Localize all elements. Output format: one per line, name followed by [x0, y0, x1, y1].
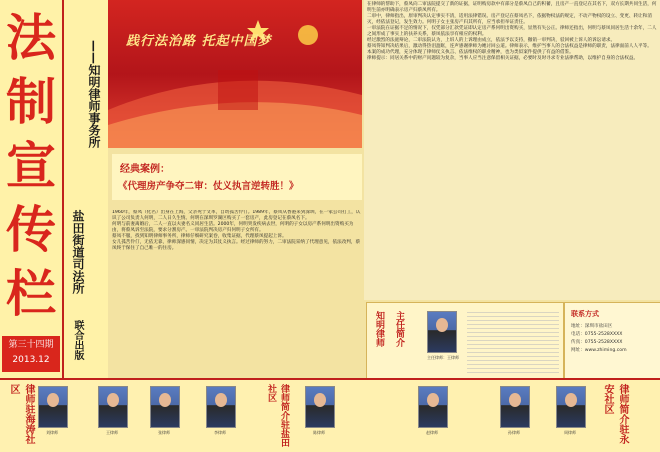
lawyer-caption: 张律师	[158, 430, 170, 435]
director-section-label: 主任简介	[394, 311, 404, 347]
lawyer-strip	[0, 378, 660, 452]
story-paragraph: 1960年，蔡凤（化名）出身在上海，父亲死于文革，自幼孤苦伶仃。1989年，蔡凤从香港来到深圳，在一家公司打工，认识了公司负责人何明，二人日久生情。何明在深圳罗湖区购买了一套房产，此房登记在蔡凤名下。	[112, 210, 361, 221]
title-char: 法	[6, 8, 56, 67]
banner	[108, 0, 362, 148]
issue-badge	[2, 336, 60, 372]
sponsor-office: 盐田街道司法所	[71, 210, 85, 294]
lawyer-photo	[500, 386, 530, 428]
story-paragraph: 蔡凤得知判决结果后，激动得热泪盈眶，连声感谢律师为她讨回公道。律师表示，维护当事人的合法权益是律师的职责，法律面前人人平等。	[367, 44, 652, 49]
firm-contact-lines	[571, 323, 627, 355]
lawyer-photo	[38, 386, 68, 428]
title-char: 制	[6, 72, 56, 131]
firm-contact-line: 地址：深圳市盐田区	[571, 324, 613, 329]
issue-number: 第三十四期	[8, 340, 54, 350]
lawyer-photo	[418, 386, 448, 428]
director-intro	[366, 302, 564, 380]
story-paragraph: 蔡凤不服，找到知明律师事务所，律师仔细研究案卷，收集证据，代理蔡凤提起上诉。	[112, 234, 287, 239]
case-heading	[112, 154, 362, 200]
lawyer-caption: 刘律师	[46, 430, 58, 435]
community-label: 律师简介驻永安社区	[602, 384, 628, 444]
lawyer-caption: 赵律师	[426, 430, 438, 435]
story-paragraph: 女儿孤苦伶仃，无依无靠，律师深感同情，决定为其仗义执言。经过律师的努力，二审法院采纳了代理意见，依法改判，蔡凤终于保住了自己唯一的住房。	[112, 240, 361, 251]
story-paragraph: 本案的成功代理，充分体现了律师仗义执言、依法维权的职业精神，也为类似案件提供了有益的借鉴。	[367, 50, 574, 55]
story-paragraph: 经过激烈的法庭辩论，二审法院认为，上诉人的上诉理由成立，依法予以支持，撤销一审判决，驳回被上诉人的诉讼请求。	[367, 38, 616, 43]
lawyer-photo	[98, 386, 128, 428]
lawyer-photo	[206, 386, 236, 428]
case-label: 经典案例：	[120, 164, 170, 175]
story-paragraph: 在律师的帮助下，蔡凤向二审法院提交了新的证据，证明购房款中有部分是蔡凤自己的积蓄，且房产一直登记在其名下，双方长期共同生活，何明生前亦明确表示房产归蔡凤所有。	[367, 2, 657, 13]
story-paragraph: 何明与前妻离婚后，二人一直以夫妻名义同居生活。2000年，何明突发疾病去世，何明的子女以房产系何明出资购买为由，将蔡凤诉至法院，要求分割房产。一审法院判决房产归何明子女所有。	[112, 222, 354, 233]
firm-contact-line: 电话：0755-2528XXXX	[571, 332, 623, 337]
director-firm-label: 知明律师	[374, 311, 384, 347]
lawyer-caption: 周律师	[564, 430, 576, 435]
banner-slogan: 践行法治路 托起中国梦	[126, 34, 272, 49]
community-label: 律师简介驻盐田社区	[266, 384, 289, 447]
director-bio-text	[467, 309, 559, 373]
story-paragraph: 律师提示：同居关系中的财产问题较为复杂，当事人应当注意保留相关证据，必要时及时寻求专业法律帮助，以维护自身的合法权益。	[367, 56, 639, 61]
title-char: 宣	[6, 136, 56, 195]
banner-graphic	[108, 0, 362, 148]
issue-date: 2013.12	[12, 355, 50, 365]
sponsor-firm: ——知明律师事务所	[87, 40, 101, 148]
story-left-column	[112, 210, 362, 340]
title-char: 栏	[6, 264, 56, 323]
story-paragraph: 一审法院在证据不足的情况下，仅凭部分汇款凭证即认定房产系何明出资购买，显然有失公正。律师还指出，何明与蔡凤同居生活十余年，二人之间形成了事实上的扶养关系，蔡凤依法享有相应的权利。	[367, 26, 657, 37]
story-paragraph: 二审中，律师指出，原审判决认定事实不清，适用法律错误。房产登记在蔡凤名下，依据物权法的规定，不动产物权的设立、变更、转让和消灭，经依法登记，发生效力。何明子女主张房产归其所有，应当承担举证责任。	[367, 14, 652, 25]
lawyer-caption: 王律师	[106, 430, 118, 435]
community-label: 律师驻海涛社区	[8, 384, 34, 444]
case-title: 《代理房产争夺二审：仗义执言逆转胜！》	[118, 181, 299, 192]
lawyer-caption: 陈律师	[313, 430, 325, 435]
lawyer-caption: 李律师	[214, 430, 226, 435]
lawyer-photo	[305, 386, 335, 428]
lawyer-photo	[556, 386, 586, 428]
title-char: 传	[6, 200, 56, 259]
sponsor-column	[64, 0, 108, 378]
story-right-column	[364, 0, 660, 300]
lawyer-photo	[150, 386, 180, 428]
firm-contact-heading: 联系方式	[571, 310, 599, 318]
firm-contact-line: 网址：www.zhiming.com	[571, 348, 627, 353]
masthead-column	[0, 0, 64, 378]
lawyer-caption: 孙律师	[508, 430, 520, 435]
firm-contact	[564, 302, 660, 380]
firm-contact-line: 传真：0755-2528XXXX	[571, 340, 623, 345]
sponsor-note: 联合出版	[72, 320, 83, 360]
director-photo	[427, 311, 457, 353]
director-caption: 主任律师：王律师	[427, 355, 459, 360]
